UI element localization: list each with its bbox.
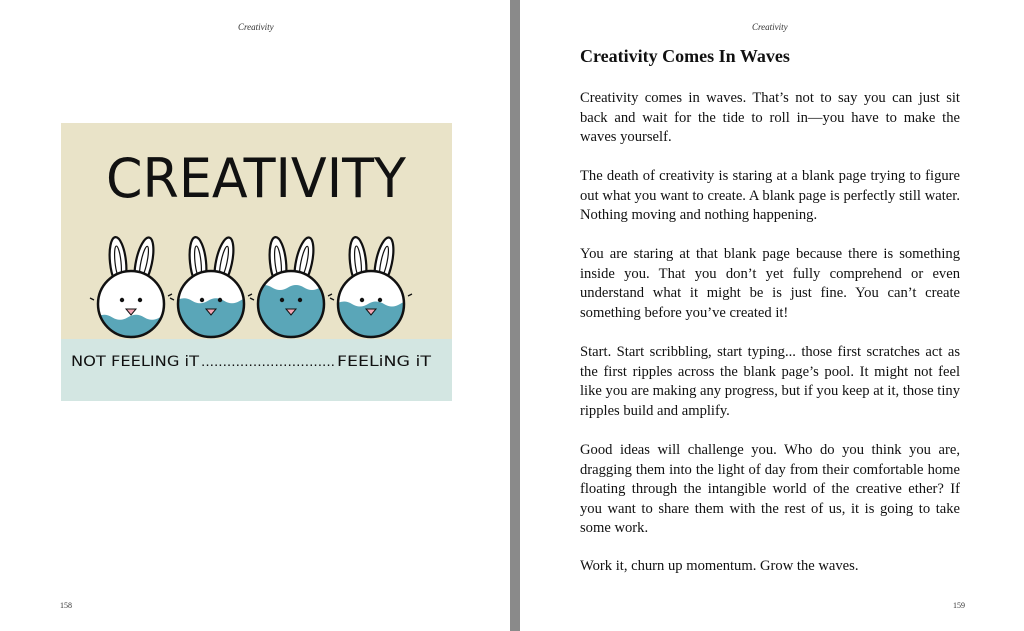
book-spine [510, 0, 520, 631]
running-head: Creativity [752, 22, 788, 32]
paragraph: Start. Start scribbling, start typing... those first scratches act as the first ripples across the blank page’s pool. It might not feel like you are making any progress, but if you keep at it, those tiny ripples build and amplify. [580, 344, 960, 419]
page-number: 158 [60, 601, 72, 610]
running-head: Creativity [238, 22, 274, 32]
illustration-water [61, 339, 452, 401]
chapter-title: Creativity Comes In Waves [580, 46, 790, 66]
creativity-illustration [61, 123, 452, 401]
paragraph: Good ideas will challenge you. Who do you think you are, dragging them into the light of day from their comfortable home floating through the intangible world of the creative ether? If you want to share them with the rest of us, it is going to take some work. [580, 442, 960, 536]
paragraph: The death of creativity is staring at a blank page trying to figure out what you want to create. A blank page is perfectly still water. Nothing moving and nothing happening. [580, 168, 960, 223]
feeling-label: FEELiNG iT [337, 354, 432, 370]
page-number: 159 [953, 601, 965, 610]
right-page [520, 0, 1024, 631]
paragraph: You are staring at that blank page because there is something inside you. That you don’t yet fully comprehend or even understand what it might be is just fine. You can’t create something before you’ve created it! [580, 246, 960, 321]
left-page [0, 0, 510, 631]
feeling-dots: ............................... [201, 355, 335, 369]
illustration-title: CREATIVITY [106, 147, 407, 210]
paragraph: Work it, churn up momentum. Grow the waves. [580, 558, 859, 574]
not-feeling-label: NOT FEELING iT [71, 354, 200, 370]
paragraph: Creativity comes in waves. That’s not to say you can just sit back and wait for the tide to roll in—you have to make the waves yourself. [580, 90, 960, 145]
